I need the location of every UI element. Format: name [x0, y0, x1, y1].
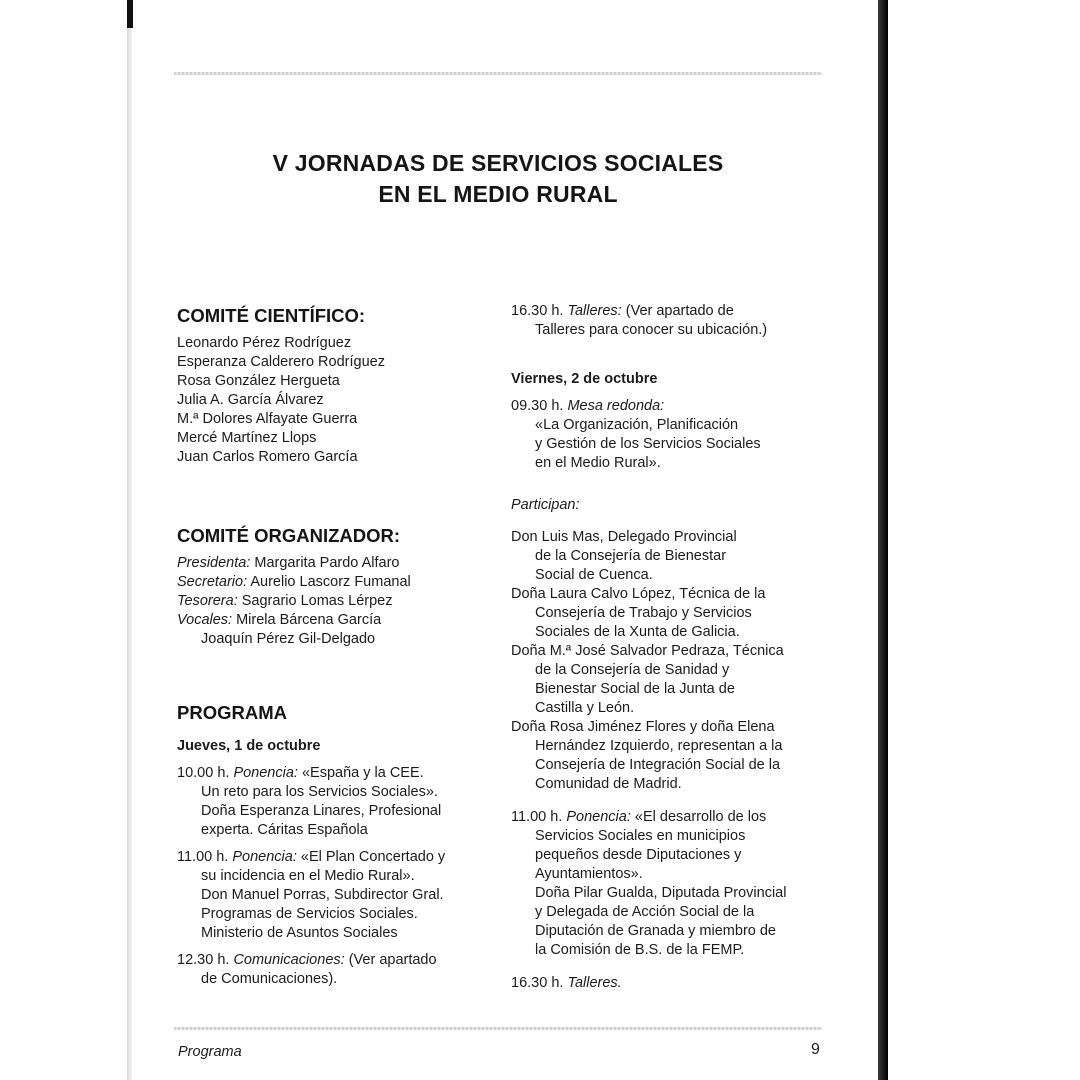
schedule-text: de Comunicaciones). — [201, 971, 338, 987]
schedule-type: Mesa redonda: — [567, 398, 665, 414]
schedule-first-line — [177, 848, 497, 867]
schedule-type: Comunicaciones: — [233, 952, 345, 968]
schedule-item — [511, 974, 821, 993]
participant-first-line: Doña Laura Calvo López, Técnica de la — [511, 586, 766, 602]
footer-section-label: Programa — [178, 1044, 242, 1060]
schedule-text: «La Organización, Planificación — [535, 417, 739, 433]
page-gutter-shadow — [127, 0, 132, 1080]
schedule-time: 09.30 h. — [511, 398, 568, 414]
member-name: Mercé Martínez Llops — [177, 430, 317, 446]
member-name: Esperanza Calderero Rodríguez — [177, 354, 385, 370]
comite-organizador-list — [177, 554, 497, 649]
participant-text: Comunidad de Madrid. — [535, 776, 682, 792]
role-name: Mirela Bárcena García — [232, 612, 382, 628]
schedule-text: Don Manuel Porras, Subdirector Gral. — [201, 887, 444, 903]
schedule-text: en el Medio Rural». — [535, 455, 661, 471]
role-row — [177, 592, 497, 611]
participant-first-line: Don Luis Mas, Delegado Provincial — [511, 529, 737, 545]
participant-first-line: Doña M.ª José Salvador Pedraza, Técnica — [511, 643, 784, 659]
schedule-first-line — [511, 397, 821, 416]
schedule-first-line — [511, 302, 821, 321]
schedule-text: experta. Cáritas Española — [201, 822, 368, 838]
role-row — [177, 554, 497, 573]
participant-text: Hernández Izquierdo, representan a la — [535, 738, 783, 754]
schedule-time: 11.00 h. — [511, 809, 567, 825]
left-column — [177, 304, 497, 989]
schedule-type: Ponencia: — [232, 849, 297, 865]
schedule-first-line — [177, 764, 497, 783]
role-label: Vocales: — [177, 612, 233, 628]
schedule-type: Ponencia: — [233, 765, 298, 781]
schedule-text: Programas de Servicios Sociales. — [201, 906, 418, 922]
role-extra-name: Joaquín Pérez Gil-Delgado — [201, 631, 376, 647]
schedule-time: 12.30 h. — [177, 952, 234, 968]
right-column — [511, 302, 821, 993]
schedule-first-line — [177, 951, 497, 970]
member-name: Rosa González Hergueta — [177, 373, 340, 389]
schedule-text: «España y la CEE. — [297, 765, 424, 781]
schedule-text: (Ver apartado de — [621, 303, 734, 319]
schedule-text: su incidencia en el Medio Rural». — [201, 868, 415, 884]
schedule-item — [177, 764, 497, 840]
schedule-item — [177, 951, 497, 989]
day-2-heading: Viernes, 2 de octubre — [511, 371, 658, 387]
schedule-item — [511, 808, 821, 960]
schedule-text: Servicios Sociales en municipios — [535, 828, 746, 844]
participant-text: Consejería de Trabajo y Servicios — [535, 605, 752, 621]
schedule-text: pequeños desde Diputaciones y — [535, 847, 742, 863]
day-1-heading: Jueves, 1 de octubre — [177, 738, 321, 754]
schedule-text: «El desarrollo de los — [630, 809, 767, 825]
schedule-text: Doña Pilar Gualda, Diputada Provincial — [535, 885, 787, 901]
programa-heading: PROGRAMA — [177, 702, 287, 723]
schedule-time: 16.30 h. — [511, 303, 568, 319]
schedule-text: (Ver apartado — [344, 952, 437, 968]
role-label: Presidenta: — [177, 555, 251, 571]
schedule-first-line — [511, 974, 821, 993]
participant-first-line: Doña Rosa Jiménez Flores y doña Elena — [511, 719, 775, 735]
schedule-text: Ministerio de Asuntos Sociales — [201, 925, 398, 941]
schedule-text: Ayuntamientos». — [535, 866, 643, 882]
schedule-type: Talleres. — [567, 975, 622, 991]
schedule-type: Talleres: — [567, 303, 622, 319]
role-label: Tesorera: — [177, 593, 238, 609]
top-rule — [174, 72, 822, 75]
role-label: Secretario: — [177, 574, 248, 590]
page-corner-mark — [127, 0, 133, 28]
member-name: Julia A. García Álvarez — [177, 392, 324, 408]
schedule-type: Ponencia: — [566, 809, 631, 825]
participant-text: Castilla y León. — [535, 700, 635, 716]
schedule-text: «El Plan Concertado y — [296, 849, 446, 865]
member-name: Leonardo Pérez Rodríguez — [177, 335, 352, 351]
comite-cientifico-list — [177, 334, 497, 467]
schedule-time: 16.30 h. — [511, 975, 568, 991]
schedule-text: Diputación de Granada y miembro de — [535, 923, 776, 939]
schedule-text: Talleres para conocer su ubicación.) — [535, 322, 768, 338]
member-name: Juan Carlos Romero García — [177, 449, 358, 465]
schedule-text: y Gestión de los Servicios Sociales — [535, 436, 761, 452]
participant-text: de la Consejería de Bienestar — [535, 548, 727, 564]
role-name: Sagrario Lomas Lérpez — [237, 593, 393, 609]
schedule-item — [511, 397, 821, 473]
comite-cientifico-heading: COMITÉ CIENTÍFICO: — [177, 305, 366, 326]
schedule-text: y Delegada de Acción Social de la — [535, 904, 755, 920]
schedule-item — [177, 848, 497, 943]
participant-list — [511, 528, 821, 794]
bottom-rule — [174, 1027, 822, 1030]
participan-label: Participan: — [511, 497, 580, 513]
role-name: Margarita Pardo Alfaro — [250, 555, 400, 571]
page-edge-shadow — [878, 0, 888, 1080]
page-number: 9 — [811, 1041, 820, 1058]
schedule-item — [511, 302, 821, 340]
role-name: Aurelio Lascorz Fumanal — [247, 574, 411, 590]
schedule-text: Doña Esperanza Linares, Profesional — [201, 803, 442, 819]
member-name: M.ª Dolores Alfayate Guerra — [177, 411, 358, 427]
title-line-1: V JORNADAS DE SERVICIOS SOCIALES — [272, 150, 724, 176]
schedule-text: Un reto para los Servicios Sociales». — [201, 784, 438, 800]
page-title — [174, 148, 822, 210]
role-row — [177, 573, 497, 592]
role-row — [177, 611, 497, 630]
participant-text: Bienestar Social de la Junta de — [535, 681, 735, 697]
schedule-time: 10.00 h. — [177, 765, 234, 781]
participant-text: de la Consejería de Sanidad y — [535, 662, 730, 678]
participant-text: Sociales de la Xunta de Galicia. — [535, 624, 740, 640]
participant-text: Consejería de Integración Social de la — [535, 757, 781, 773]
participant-text: Social de Cuenca. — [535, 567, 653, 583]
schedule-first-line — [511, 808, 821, 827]
schedule-text: la Comisión de B.S. de la FEMP. — [535, 942, 745, 958]
comite-organizador-heading: COMITÉ ORGANIZADOR: — [177, 525, 401, 546]
schedule-time: 11.00 h. — [177, 849, 233, 865]
title-line-2: EN EL MEDIO RURAL — [378, 181, 618, 207]
